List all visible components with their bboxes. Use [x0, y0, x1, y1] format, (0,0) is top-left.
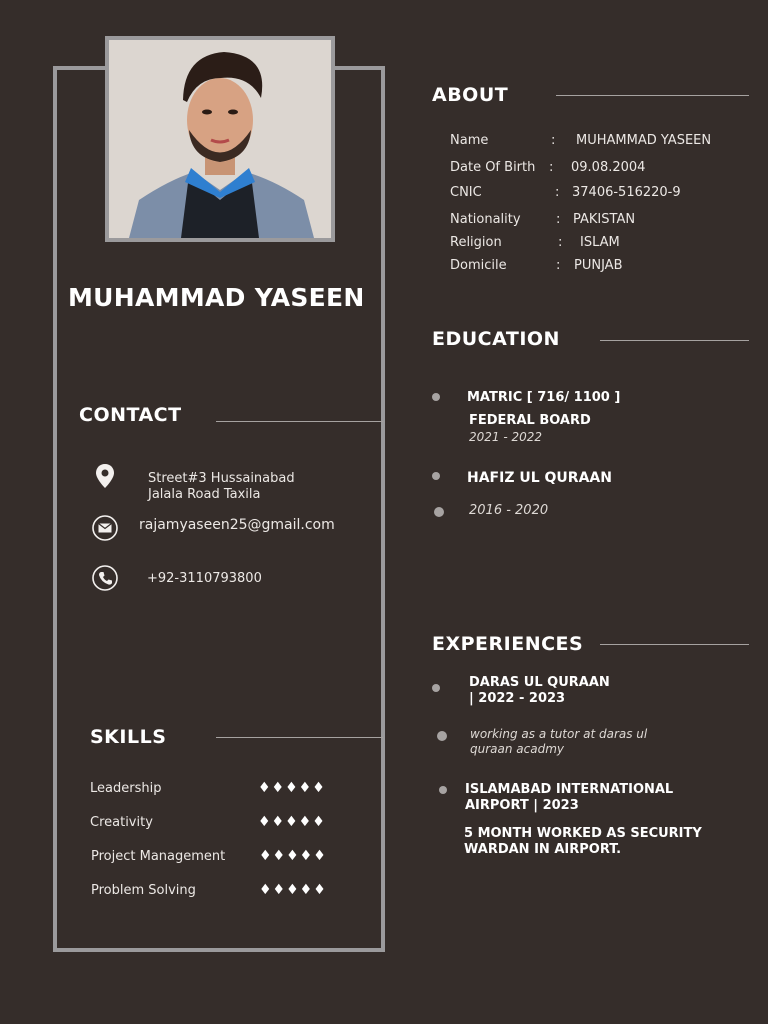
skill-rating-leadership: ♦♦♦♦♦: [258, 780, 326, 796]
profile-photo-illustration: [109, 40, 331, 238]
skill-label-project-management: Project Management: [91, 849, 226, 864]
about-sep-dob: :: [549, 160, 554, 175]
about-label-name: Name: [450, 133, 489, 148]
about-value-religion: ISLAM: [580, 235, 620, 250]
contact-title: CONTACT: [79, 404, 182, 426]
skills-title: SKILLS: [90, 726, 167, 748]
education-matric-title: MATRIC [ 716/ 1100 ]: [467, 390, 621, 405]
about-label-cnic: CNIC: [450, 185, 482, 200]
education-title: EDUCATION: [432, 328, 560, 350]
education-bullet: [434, 507, 444, 517]
experience-daras-years: | 2022 - 2023: [469, 691, 566, 706]
skill-rating-project-management: ♦♦♦♦♦: [259, 848, 327, 864]
about-value-cnic: 37406-516220-9: [572, 185, 681, 200]
about-value-nationality: PAKISTAN: [573, 212, 636, 227]
experience-airport-title: ISLAMABAD INTERNATIONAL: [465, 782, 674, 797]
experiences-divider: [600, 644, 749, 645]
about-sep-religion: :: [558, 235, 563, 250]
experience-airport-years: AIRPORT | 2023: [465, 798, 579, 813]
email-link[interactable]: rajamyaseen25@gmail.com: [139, 517, 335, 533]
about-sep-cnic: :: [555, 185, 560, 200]
experience-daras-desc-2: quraan acadmy: [470, 742, 564, 756]
phone-number[interactable]: +92-3110793800: [147, 571, 262, 586]
skill-label-creativity: Creativity: [90, 815, 153, 830]
about-value-domicile: PUNJAB: [574, 258, 623, 273]
education-hafiz-title: HAFIZ UL QURAAN: [467, 470, 612, 486]
location-pin-icon: [95, 463, 115, 493]
experiences-title: EXPERIENCES: [432, 633, 584, 655]
about-title: ABOUT: [432, 84, 509, 106]
skill-label-leadership: Leadership: [90, 781, 162, 796]
address-line-1: Street#3 Hussainabad: [148, 471, 295, 486]
about-value-name: MUHAMMAD YASEEN: [576, 133, 712, 148]
experience-bullet: [439, 786, 447, 794]
education-bullet: [432, 472, 440, 480]
email-icon: [92, 515, 118, 545]
experience-airport-desc-1: 5 MONTH WORKED AS SECURITY: [464, 826, 702, 841]
about-label-religion: Religion: [450, 235, 502, 250]
about-sep-domicile: :: [556, 258, 561, 273]
full-name: MUHAMMAD YASEEN: [68, 283, 365, 312]
skill-rating-problem-solving: ♦♦♦♦♦: [259, 882, 327, 898]
education-matric-years: 2021 - 2022: [469, 430, 543, 444]
education-matric-board: FEDERAL BOARD: [469, 413, 591, 428]
profile-photo: [105, 36, 335, 242]
experience-airport-desc-2: WARDAN IN AIRPORT.: [464, 842, 622, 857]
about-divider: [556, 95, 749, 96]
education-bullet: [432, 393, 440, 401]
experience-daras-desc-1: working as a tutor at daras ul: [470, 727, 648, 741]
experience-bullet: [432, 684, 440, 692]
phone-icon: [92, 565, 118, 595]
skill-label-problem-solving: Problem Solving: [91, 883, 196, 898]
about-label-domicile: Domicile: [450, 258, 507, 273]
experience-bullet: [437, 731, 447, 741]
about-label-dob: Date Of Birth: [450, 160, 536, 175]
about-value-dob: 09.08.2004: [571, 160, 646, 175]
skills-divider: [216, 737, 383, 738]
contact-divider: [216, 421, 383, 422]
about-sep-name: :: [551, 133, 556, 148]
education-divider: [600, 340, 749, 341]
education-hafiz-years: 2016 - 2020: [469, 503, 549, 518]
about-sep-nationality: :: [556, 212, 561, 227]
about-label-nationality: Nationality: [450, 212, 521, 227]
skill-rating-creativity: ♦♦♦♦♦: [258, 814, 326, 830]
address-line-2: Jalala Road Taxila: [148, 487, 261, 502]
experience-daras-title: DARAS UL QURAAN: [469, 675, 610, 690]
